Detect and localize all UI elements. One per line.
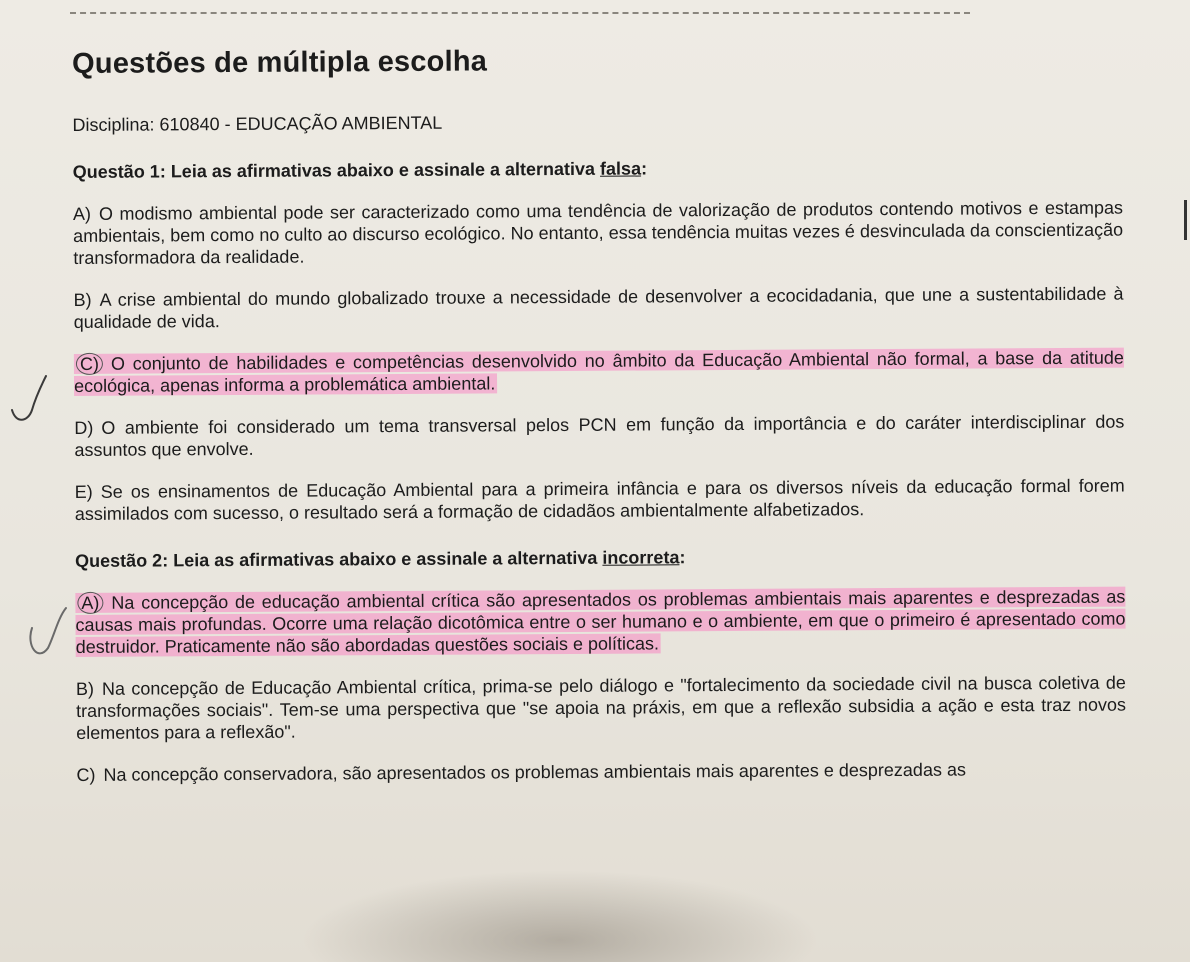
document-body [72, 42, 1126, 786]
top-dashed-divider [70, 12, 970, 14]
highlighted-answer [74, 348, 1124, 396]
question-2-option-c [76, 758, 1126, 786]
discipline-line: Disciplina: 610840 - EDUCAÇÃO AMBIENTAL [72, 112, 443, 135]
option-letter: B) [75, 678, 94, 699]
option-text: O ambiente foi considerado um tema transversal pelos PCN em função da importância e do caráter interdisciplinar dos assuntos que envolve. [74, 411, 1125, 460]
question-keyword: falsa [599, 158, 642, 179]
option-text: Se os ensinamentos de Educação Ambiental para a primeira infância e para os diversos níveis da educação formal forem assimilados com sucesso, o resultado será a formação de cidadãos ambientalmente alfabetizados. [74, 475, 1125, 524]
question-keyword: incorreta [602, 547, 680, 568]
margin-mark [1184, 200, 1187, 240]
option-text: Na concepção conservadora, são apresentados os problemas ambientais mais aparentes e desprezadas as [103, 759, 967, 785]
question-1-option-c [74, 347, 1124, 397]
option-text: Na concepção de educação ambiental crítica são apresentados os problemas ambientais mais aparentes e desprezadas as causas mais profundas. Ocorre uma relação dicotômica entre o ser humano e o ambiente, em que o primeiro é apresentado como destruidor. Praticamente não são abordadas questões sociais e políticas. [75, 586, 1126, 657]
option-letter: C) [76, 764, 96, 785]
option-text: Na concepção de Educação Ambiental crítica, prima-se pelo diálogo e "fortalecimento da sociedade civil na busca coletiva de transformações sociais". Tem-se uma perspectiva que "se apoia na práxis, em que a reflexão subsidia a ação e esta traz novos elementos para a reflexão". [75, 672, 1127, 743]
option-text: O modismo ambiental pode ser caracterizado como uma tendência de valorização de produtos contendo motivos e estampas ambientais, bem como no culto ao discurso ecológico. No entanto, essa tendência muitas vezes é desvinculada da conscientização transformadora da realidade. [73, 197, 1124, 268]
option-letter: B) [73, 289, 92, 310]
option-letter: D) [74, 417, 94, 438]
option-letter: E) [74, 481, 93, 502]
option-letter: A) [72, 203, 92, 224]
question-2-option-a [75, 586, 1125, 658]
highlighted-answer [75, 587, 1125, 657]
question-1-option-d [74, 411, 1124, 461]
option-text: O conjunto de habilidades e competências desenvolvido no âmbito da Educação Ambiental não formal, a base da atitude ecológica, apenas informa a problemática ambiental. [74, 347, 1124, 396]
question-1-option-e [75, 475, 1125, 525]
check-mark-icon [8, 372, 68, 442]
option-text: A crise ambiental do mundo globalizado trouxe a necessidade de desenvolver a ecocidadania, que une a sustentabilidade à qualidade de vida. [73, 283, 1124, 332]
option-letter: A) [77, 592, 103, 614]
check-mark-icon [18, 602, 78, 672]
page-title: Questões de múltipla escolha [72, 45, 488, 80]
question-2-option-b [76, 672, 1126, 744]
option-letter: C) [76, 353, 103, 375]
question-1-prompt: Questão 1: Leia as afirmativas abaixo e assinale a alternativa falsa: [72, 158, 648, 182]
question-1-option-b [73, 283, 1123, 333]
question-2-prompt: Questão 2: Leia as afirmativas abaixo e assinale a alternativa incorreta: [75, 547, 686, 571]
photo-shadow [300, 870, 820, 962]
question-1-option-a [73, 197, 1123, 269]
